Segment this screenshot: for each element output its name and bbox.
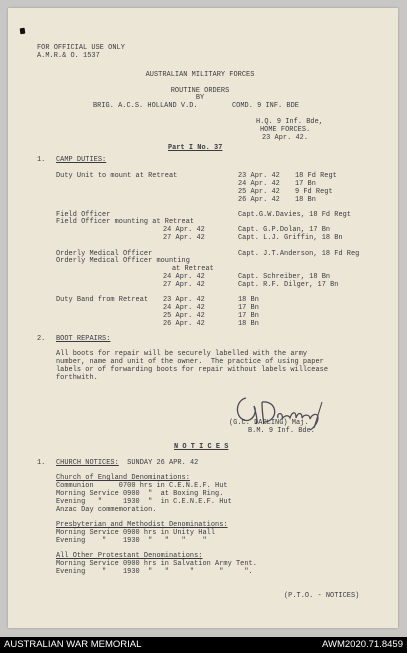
- band-row-date: 23 Apr. 42: [163, 296, 205, 304]
- band-row-date: 25 Apr. 42: [163, 312, 205, 320]
- church-of-england-heading: Church of England Denominations:: [56, 474, 190, 482]
- notices-heading: N O T I C E S: [174, 443, 229, 451]
- presbyterian-heading: Presbyterian and Methodist Denominations:: [56, 521, 228, 529]
- presbyterian-line: Morning Service 0900 hrs in Unity Hall: [56, 529, 216, 537]
- official-use-label: FOR OFFICIAL USE ONLY: [37, 44, 125, 52]
- duty-row-unit: 17 Bn: [295, 180, 316, 188]
- duty-row-unit: 9 Fd Regt: [295, 188, 333, 196]
- archive-name: AUSTRALIAN WAR MEMORIAL: [4, 639, 142, 650]
- church-line: Anzac Day commemoration.: [56, 506, 157, 514]
- om-row-name: Capt. Schreiber, 18 Bn: [238, 273, 331, 281]
- duty-row-date: 25 Apr. 42: [238, 188, 280, 196]
- signatory-name: (G.C. DARLING) Maj.: [229, 419, 309, 427]
- fo-row-date: 27 Apr. 42: [163, 234, 205, 242]
- duty-row-date: 26 Apr. 42: [238, 196, 280, 204]
- church-notices-title: CHURCH NOTICES:: [56, 459, 119, 467]
- band-row-unit: 18 Bn: [238, 320, 259, 328]
- boot-text-line: labels or of forwarding boots for repair without labels willcease: [56, 366, 329, 374]
- church-line: Morning Service 0900 " at Boxing Ring.: [56, 490, 224, 498]
- section-number: 1.: [37, 156, 46, 164]
- orderly-name: Capt. J.T.Anderson, 18 Fd Reg: [238, 250, 360, 258]
- other-protestant-heading: All Other Protestant Denominations:: [56, 552, 203, 560]
- band-row-date: 26 Apr. 42: [163, 320, 205, 328]
- fo-row-date: 24 Apr. 42: [163, 226, 205, 234]
- section-number: 2.: [37, 335, 46, 343]
- duty-row-date: 23 Apr. 42: [238, 172, 280, 180]
- other-protestant-line: Evening " 1930 " " " " ".: [56, 568, 253, 576]
- brigadier-name: BRIG. A.C.S. HOLLAND V.D.: [93, 102, 198, 110]
- by-label: BY: [195, 94, 205, 102]
- org-title: AUSTRALIAN MILITARY FORCES: [145, 71, 255, 79]
- duty-row-unit: 18 Bn: [295, 196, 316, 204]
- om-row-date: 27 Apr. 42: [163, 281, 205, 289]
- orderly-mounting-label: Orderly Medical Officer mounting: [56, 257, 190, 265]
- section-title: CAMP DUTIES:: [56, 156, 107, 164]
- archive-id: AWM2020.71.8459: [322, 639, 403, 650]
- punch-hole: [20, 28, 26, 35]
- duty-row-date: 24 Apr. 42: [238, 180, 280, 188]
- field-officer-retreat-label: Field Officer mounting at Retreat: [56, 218, 195, 226]
- fo-row-name: Capt. G.P.Dolan, 17 Bn: [238, 226, 331, 234]
- command-label: COMD. 9 INF. BDE: [232, 102, 299, 110]
- field-officer-label: Field Officer: [56, 211, 111, 219]
- hq-label: H.Q. 9 Inf. Bde,: [256, 118, 323, 126]
- om-row-name: Capt. R.F. Dilger, 17 Bn: [238, 281, 339, 289]
- boot-text-line: All boots for repair will be securely labelled with the army: [56, 350, 308, 358]
- band-row-date: 24 Apr. 42: [163, 304, 205, 312]
- duty-unit-label: Duty Unit to mount at Retreat: [56, 172, 178, 180]
- field-officer-name: Capt.G.W.Davies, 18 Fd Regt: [238, 211, 351, 219]
- notice-number: 1.: [37, 459, 46, 467]
- church-date: SUNDAY 26 APR. 42: [123, 459, 199, 467]
- header-date: 23 Apr. 42.: [262, 134, 309, 142]
- church-line: Evening " 1930 " in C.E.N.E.F. Hut: [56, 498, 232, 506]
- part-number: Part I No. 37: [168, 144, 223, 152]
- band-row-unit: 17 Bn: [238, 304, 259, 312]
- pto-note: (P.T.O. - NOTICES): [284, 592, 360, 600]
- presbyterian-line: Evening " 1930 " " " ": [56, 537, 207, 545]
- archive-footer: [0, 637, 407, 653]
- home-forces-label: HOME FORCES.: [260, 126, 311, 134]
- boot-text-line: forthwith.: [56, 374, 98, 382]
- band-row-unit: 17 Bn: [238, 312, 259, 320]
- other-protestant-line: Morning Service 0900 hrs in Salvation Army Tent.: [56, 560, 257, 568]
- fo-row-name: Capt. L.J. Griffin, 18 Bn: [238, 234, 343, 242]
- routine-orders-title: ROUTINE ORDERS: [170, 87, 230, 95]
- duty-row-unit: 18 Fd Regt: [295, 172, 337, 180]
- orderly-label: Orderly Medical Officer: [56, 250, 153, 258]
- band-label: Duty Band from Retreat: [56, 296, 149, 304]
- band-row-unit: 18 Bn: [238, 296, 259, 304]
- at-retreat-label: at Retreat: [172, 265, 214, 273]
- section-title: BOOT REPAIRS:: [56, 335, 111, 343]
- boot-text-line: number, name and unit of the owner. The practice of using paper: [56, 358, 324, 366]
- signatory-role: B.M. 9 Inf. Bde.: [248, 427, 315, 435]
- amr-reference: A.M.R.& O. 1537: [37, 52, 100, 60]
- om-row-date: 24 Apr. 42: [163, 273, 205, 281]
- church-line: Communion 0700 hrs in C.E.N.E.F. Hut: [56, 482, 228, 490]
